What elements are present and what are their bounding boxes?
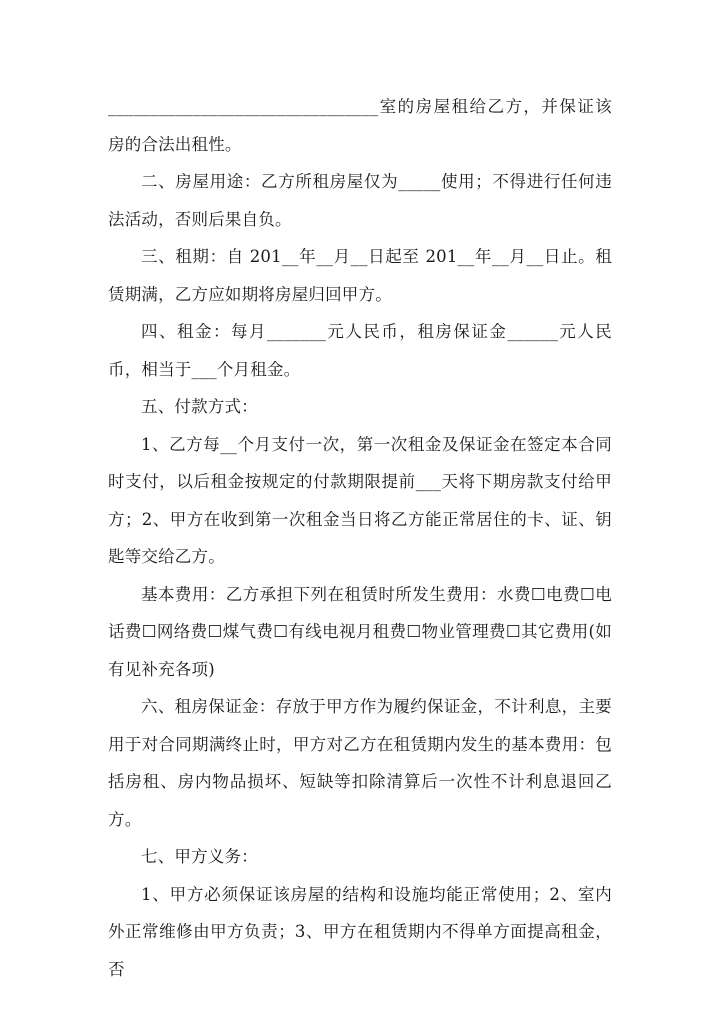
paragraph-basic-fees: 基本费用：乙方承担下列在租赁时所发生费用：水费☐电费☐电话费☐网络费☐煤气费☐有线电视月租费☐物业管理费☐其它费用(如有见补充各项): [108, 584, 612, 679]
paragraph-property-intro: ________________________________室的房屋租给乙方，并保证该房的合法出租性。: [108, 97, 612, 154]
paragraph-deposit: 六、租房保证金：存放于甲方作为履约保证金，不计利息，主要用于对合同期满终止时，甲方对乙方在租赁期内发生的基本费用：包括房租、房内物品损坏、短缺等扣除清算后一次性不计利息退回乙方。: [108, 697, 612, 829]
paragraph-house-usage: 二、房屋用途：乙方所租房屋仅为_____使用；不得进行任何违法活动，否则后果自负。: [108, 172, 612, 229]
paragraph-lease-term: 三、租期：自 201__年__月__日起至 201__年__月__日止。租赁期满，乙方应如期将房屋归回甲方。: [108, 247, 612, 304]
paragraph-rent: 四、租金：每月_______元人民币，租房保证金______元人民币，相当于___个月租金。: [108, 322, 612, 379]
paragraph-payment-details: 1、乙方每__个月支付一次，第一次租金及保证金在签定本合同时支付，以后租金按规定的付款期限提前___天将下期房款支付给甲方；2、甲方在收到第一次租金当日将乙方能正常居住的卡、证、钥匙等交给乙方。: [108, 434, 612, 566]
paragraph-payment-heading: 五、付款方式：: [141, 397, 258, 416]
contract-body: [108, 88, 612, 988]
paragraph-landlord-duties: 1、甲方必须保证该房屋的结构和设施均能正常使用；2、室内外正常维修由甲方负责；3、甲方在租赁期内不得单方面提高租金，否: [108, 884, 612, 979]
paragraph-landlord-duties-heading: 七、甲方义务：: [141, 847, 258, 866]
